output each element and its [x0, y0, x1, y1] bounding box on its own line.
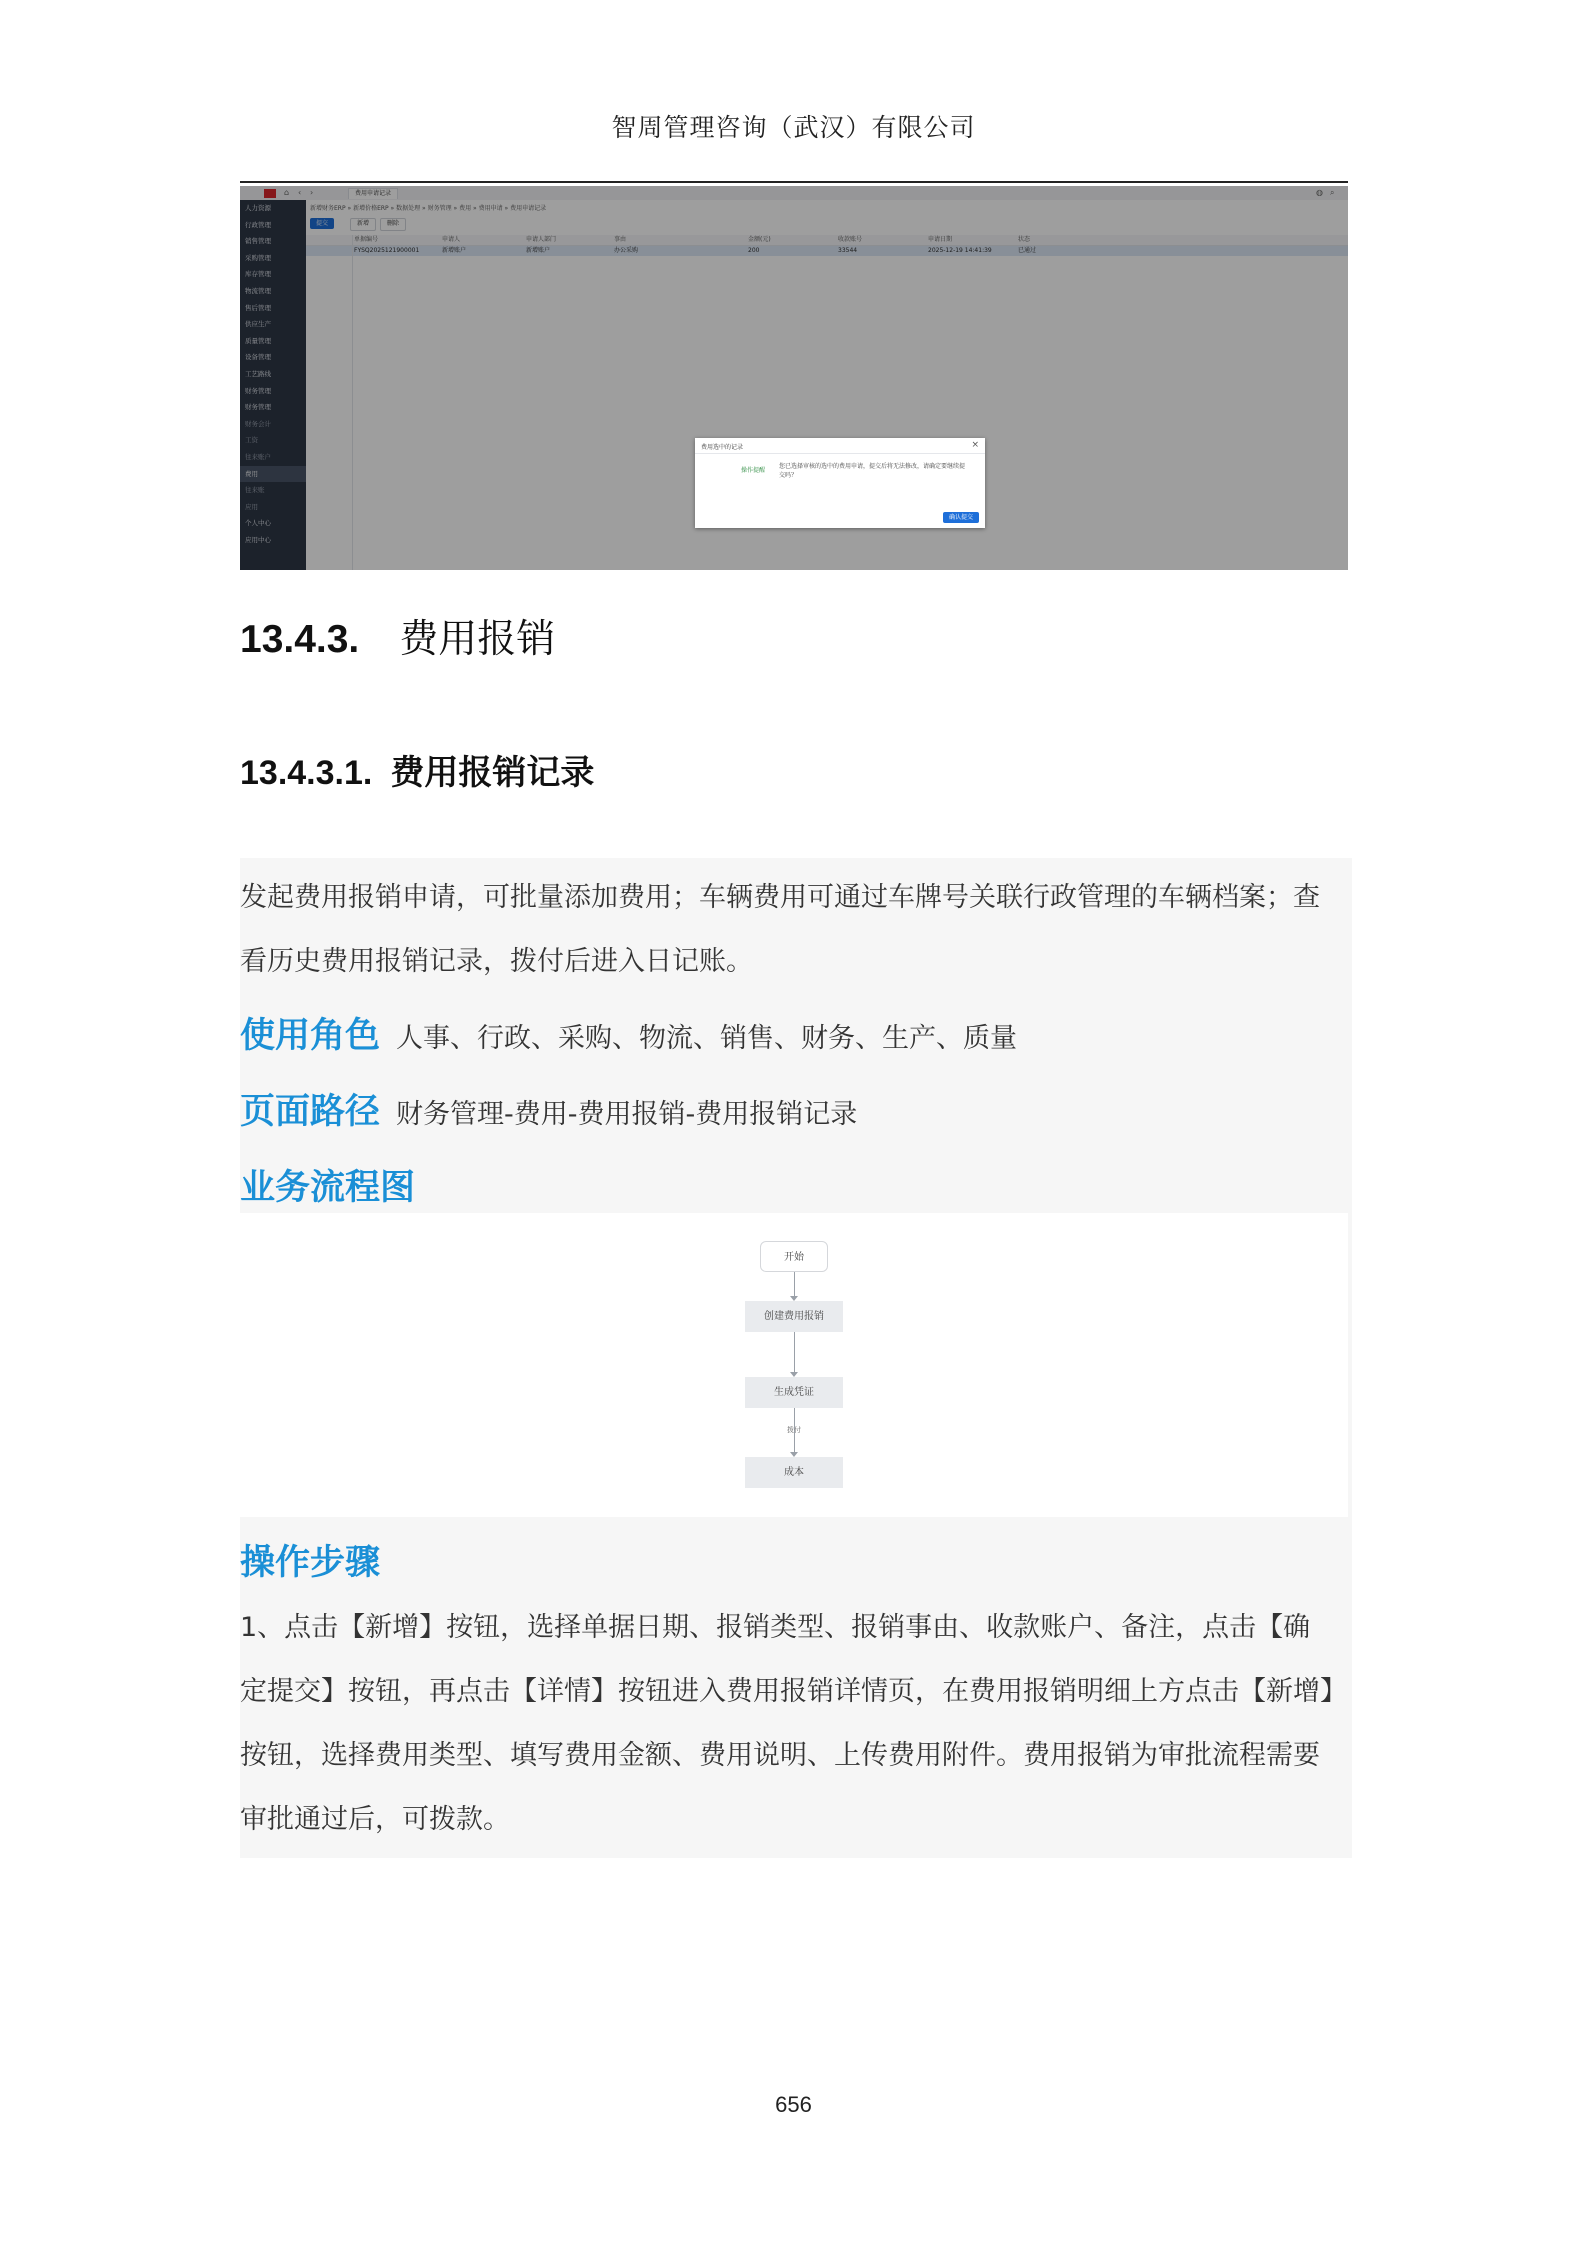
flow-node-voucher: 生成凭证: [745, 1377, 843, 1408]
section-heading-h3: [240, 608, 555, 664]
sidebar-item: 财务管理: [245, 403, 271, 412]
sidebar-item: 售后管理: [245, 303, 271, 312]
table-cell: FYSQ2025121900001: [354, 247, 420, 254]
sidebar-item: 物流管理: [245, 286, 271, 295]
dialog-confirm-button: 确认提交: [943, 512, 979, 523]
section-heading-h4: [240, 745, 594, 794]
table-cell: 新增账户: [442, 247, 467, 254]
column-header: 申请日期: [928, 236, 953, 243]
flow-connector: [794, 1272, 795, 1296]
column-header: 收款账号: [838, 236, 863, 243]
roles-value: 人事、行政、采购、物流、销售、财务、生产、质量: [396, 1023, 1018, 1054]
table-cell: 2025-12-19 14:41:39: [928, 247, 992, 254]
table-cell: 办公采购: [614, 247, 639, 254]
screenshot-confirm-dialog: [695, 438, 985, 528]
screenshot-tab: 费用申请记录: [348, 188, 398, 199]
business-flowchart: [240, 1213, 1348, 1517]
steps-line-1: 1、点击【新增】按钮，选择单据日期、报销类型、报销事由、收款账户、备注，点击【确: [240, 1612, 1311, 1643]
screenshot-breadcrumb: 新增财务ERP » 新增价格ERP » 数据处理 » 财务管理 » 费用 » 费用申请 » 费用申请记录: [310, 205, 547, 212]
column-header: 申请人: [442, 236, 461, 243]
sidebar-item: 工艺路线: [245, 369, 271, 378]
sidebar-item: 往来账: [245, 486, 265, 495]
steps-line-3: 按钮，选择费用类型、填写费用金额、费用说明、上传费用附件。费用报销为审批流程需要: [240, 1740, 1320, 1771]
sidebar-item: 应用: [245, 502, 258, 511]
sidebar-item: 设备管理: [245, 353, 271, 362]
flow-label-line: [240, 1160, 415, 1210]
h3-number: 13.4.3.: [240, 618, 360, 661]
h4-number: 13.4.3.1.: [240, 754, 373, 792]
sidebar-item: 销售管理: [245, 237, 271, 246]
path-label: 页面路径: [240, 1092, 381, 1132]
table-cell: 200: [748, 247, 760, 254]
intro-line-1: 发起费用报销申请，可批量添加费用；车辆费用可通过车牌号关联行政管理的车辆档案；查: [240, 882, 1320, 913]
page-number: 656: [775, 2092, 812, 2117]
sidebar-item: 往来账户: [245, 452, 271, 461]
app-screenshot: [240, 186, 1348, 570]
dialog-message: 您已选择审核的选中的费用申请，提交后将无法修改，请确定要继续提交吗？: [779, 463, 966, 479]
intro-line-2: 看历史费用报销记录，拨付后进入日记账。: [240, 946, 753, 977]
sidebar-item: 人力资源: [245, 204, 271, 212]
column-header: 申请人部门: [526, 236, 557, 243]
path-line: [240, 1084, 857, 1134]
dialog-label: 操作提醒: [741, 467, 766, 474]
table-cell: 已通过: [1018, 247, 1037, 254]
column-header: 单据编号: [354, 236, 379, 243]
sidebar-item: 财务会计: [245, 419, 271, 428]
steps-line-2: 定提交】按钮，再点击【详情】按钮进入费用报销详情页，在费用报销明细上方点击【新增】: [240, 1676, 1347, 1707]
search-icon: ⌕: [1330, 188, 1335, 197]
h3-title: 费用报销: [399, 617, 556, 662]
roles-line: [240, 1008, 1017, 1058]
sidebar-item: 行政管理: [245, 220, 271, 229]
home-icon: ⌂: [284, 188, 290, 197]
globe-icon: ◍: [1316, 188, 1323, 197]
path-value: 财务管理-费用-费用报销-费用报销记录: [396, 1099, 858, 1130]
flow-node-cost: 成本: [745, 1457, 843, 1488]
sidebar-item: 供应生产: [245, 320, 271, 329]
sidebar-item: 财务管理: [245, 386, 271, 395]
flow-label: 业务流程图: [240, 1168, 416, 1208]
dialog-title: 费用选中的记录: [701, 444, 744, 451]
steps-label: 操作步骤: [240, 1543, 381, 1583]
close-icon: ×: [971, 440, 979, 450]
sidebar-item: 库存管理: [245, 270, 271, 279]
screenshot-add-button: 新增: [350, 218, 376, 231]
column-header: 事由: [614, 236, 627, 243]
sidebar-item: 采购管理: [245, 253, 271, 262]
back-icon: ‹: [298, 188, 302, 197]
dialog-divider: [695, 453, 985, 454]
forward-icon: ›: [310, 188, 314, 197]
roles-label: 使用角色: [240, 1016, 381, 1056]
header-divider: [240, 181, 1348, 183]
steps-label-line: [240, 1535, 380, 1585]
column-header: 状态: [1018, 236, 1031, 243]
table-cell: 新增账户: [526, 247, 551, 254]
flow-node-start: 开始: [760, 1241, 828, 1272]
column-header: 金额(元): [748, 236, 771, 243]
h4-title: 费用报销记录: [390, 754, 595, 792]
sidebar-item: 工资: [245, 436, 258, 445]
sidebar-item-active: 费用: [240, 466, 306, 483]
flow-edge-label: 拨付: [787, 1426, 801, 1434]
steps-line-4: 审批通过后，可拨款。: [240, 1804, 510, 1835]
sidebar-item: 个人中心: [245, 519, 271, 528]
screenshot-submit-button: 提交: [310, 218, 334, 229]
flow-connector: [794, 1332, 795, 1372]
table-cell: 33544: [838, 247, 858, 254]
sidebar-item: 应用中心: [245, 535, 271, 544]
sidebar-item: 质量管理: [245, 336, 271, 345]
screenshot-delete-button: 删除: [380, 218, 406, 231]
page-header-company: 智周管理咨询（武汉）有限公司: [611, 113, 976, 142]
flow-node-create: 创建费用报销: [745, 1301, 843, 1332]
